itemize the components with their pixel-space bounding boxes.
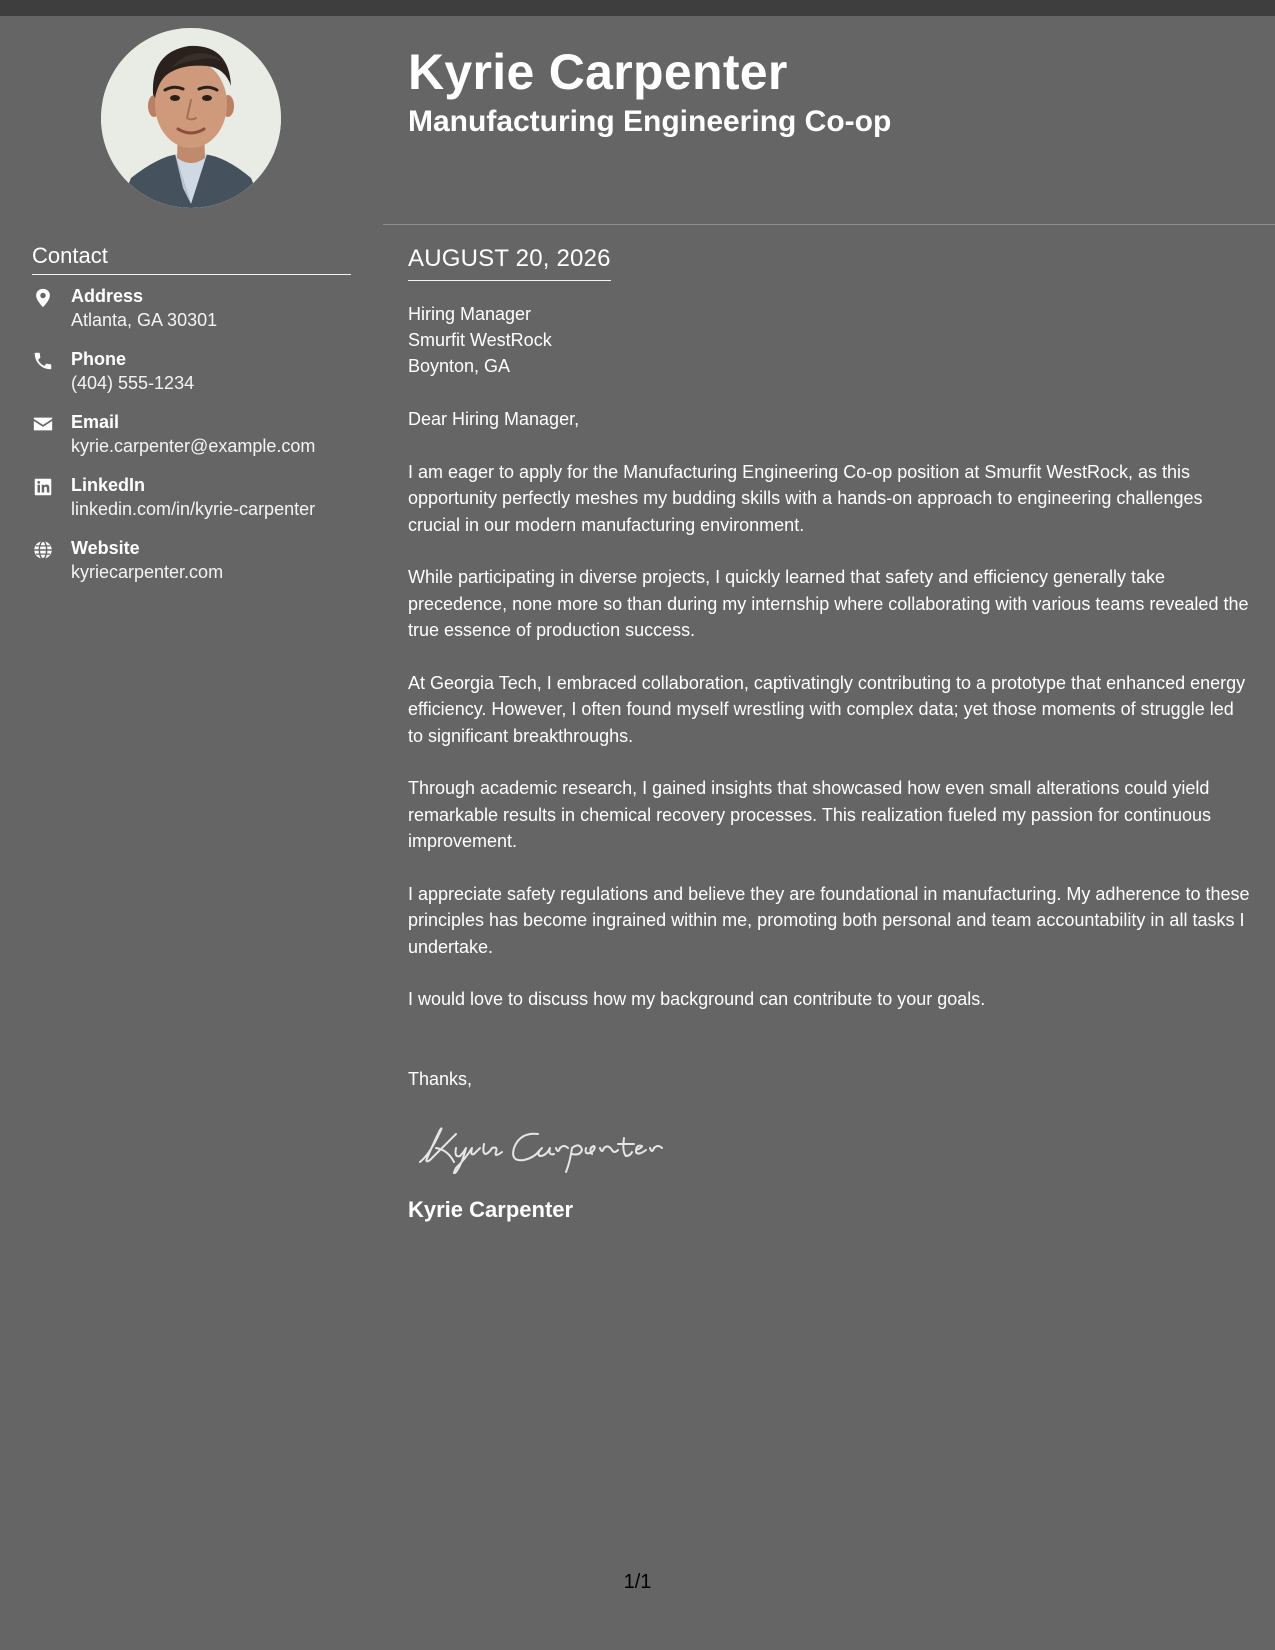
contact-value-linkedin[interactable]: linkedin.com/in/kyrie-carpenter: [71, 499, 316, 519]
globe-icon: [32, 539, 54, 561]
recipient-line: Boynton, GA: [408, 356, 511, 376]
contact-item-address: [32, 284, 362, 347]
sidebar: [0, 16, 383, 1650]
contact-item-phone: [32, 347, 362, 410]
header-divider: [383, 224, 1275, 225]
body-paragraph: Through academic research, I gained insights that showcased how even small alterations could yield remarkable results in chemical recovery processes. This realization fueled my passion for continuous improvement.: [408, 778, 1212, 851]
contact-value-email: kyrie.carpenter@example.com: [71, 436, 316, 456]
contact-label-phone: Phone: [71, 349, 127, 369]
phone-icon: [32, 350, 54, 372]
contact-item-linkedin: [32, 473, 362, 536]
linkedin-icon: [32, 476, 54, 498]
contact-item-email: [32, 410, 362, 473]
signature-image: [410, 1118, 670, 1174]
contact-label-website: Website: [71, 538, 140, 558]
envelope-icon: [32, 413, 54, 435]
recipient-line: Hiring Manager: [408, 304, 532, 324]
recipient-block: [408, 301, 1250, 379]
contact-list: [32, 284, 362, 599]
contact-item-website: [32, 536, 362, 599]
body-paragraph: I appreciate safety regulations and believe they are foundational in manufacturing. My adherence to these principles has become ingrained within me, promoting both personal and team accountability in all tasks I undertake.: [408, 883, 1250, 957]
salutation: Dear Hiring Manager,: [408, 409, 580, 429]
signed-name: Kyrie Carpenter: [408, 1197, 574, 1222]
contact-value-phone: (404) 555-1234: [71, 373, 195, 393]
applicant-name: Kyrie Carpenter: [408, 44, 788, 100]
body-paragraph: At Georgia Tech, I embraced collaboration, captivatingly contributing to a prototype that enhanced energy efficiency. However, I often found myself wrestling with complex data; yet those moments of struggle led to significant breakthroughs.: [408, 672, 1246, 746]
body-paragraph: While participating in diverse projects, I quickly learned that safety and efficiency generally take precedence, none more so than during my internship where collaborating with various teams revealed the true essence of production success.: [408, 567, 1249, 640]
letter-body: [408, 244, 1250, 1224]
recipient-line: Smurfit WestRock: [408, 330, 552, 350]
body-paragraph: I would love to discuss how my background can contribute to your goals.: [408, 989, 986, 1009]
page-number: 1/1: [623, 1571, 652, 1593]
avatar: [101, 28, 281, 208]
body-paragraph: I am eager to apply for the Manufacturing Engineering Co-op position at Smurfit WestRock, as this opportunity perfectly meshes my budding skills with a hands-on approach to engineering challenges crucial in our modern manufacturing environment.: [408, 461, 1203, 535]
contact-label-email: Email: [71, 412, 120, 432]
top-bar: [0, 0, 1275, 16]
contact-heading: Contact: [32, 242, 351, 275]
contact-value-website[interactable]: kyriecarpenter.com: [71, 562, 224, 582]
letter-date: AUGUST 20, 2026: [408, 244, 611, 281]
map-pin-icon: [32, 287, 54, 309]
job-title: Manufacturing Engineering Co-op: [408, 105, 892, 138]
contact-label-address: Address: [71, 286, 144, 306]
closing: Thanks,: [408, 1068, 473, 1089]
portrait-photo: [101, 28, 281, 208]
contact-label-linkedin: LinkedIn: [71, 475, 146, 495]
contact-value-address: Atlanta, GA 30301: [71, 310, 218, 330]
